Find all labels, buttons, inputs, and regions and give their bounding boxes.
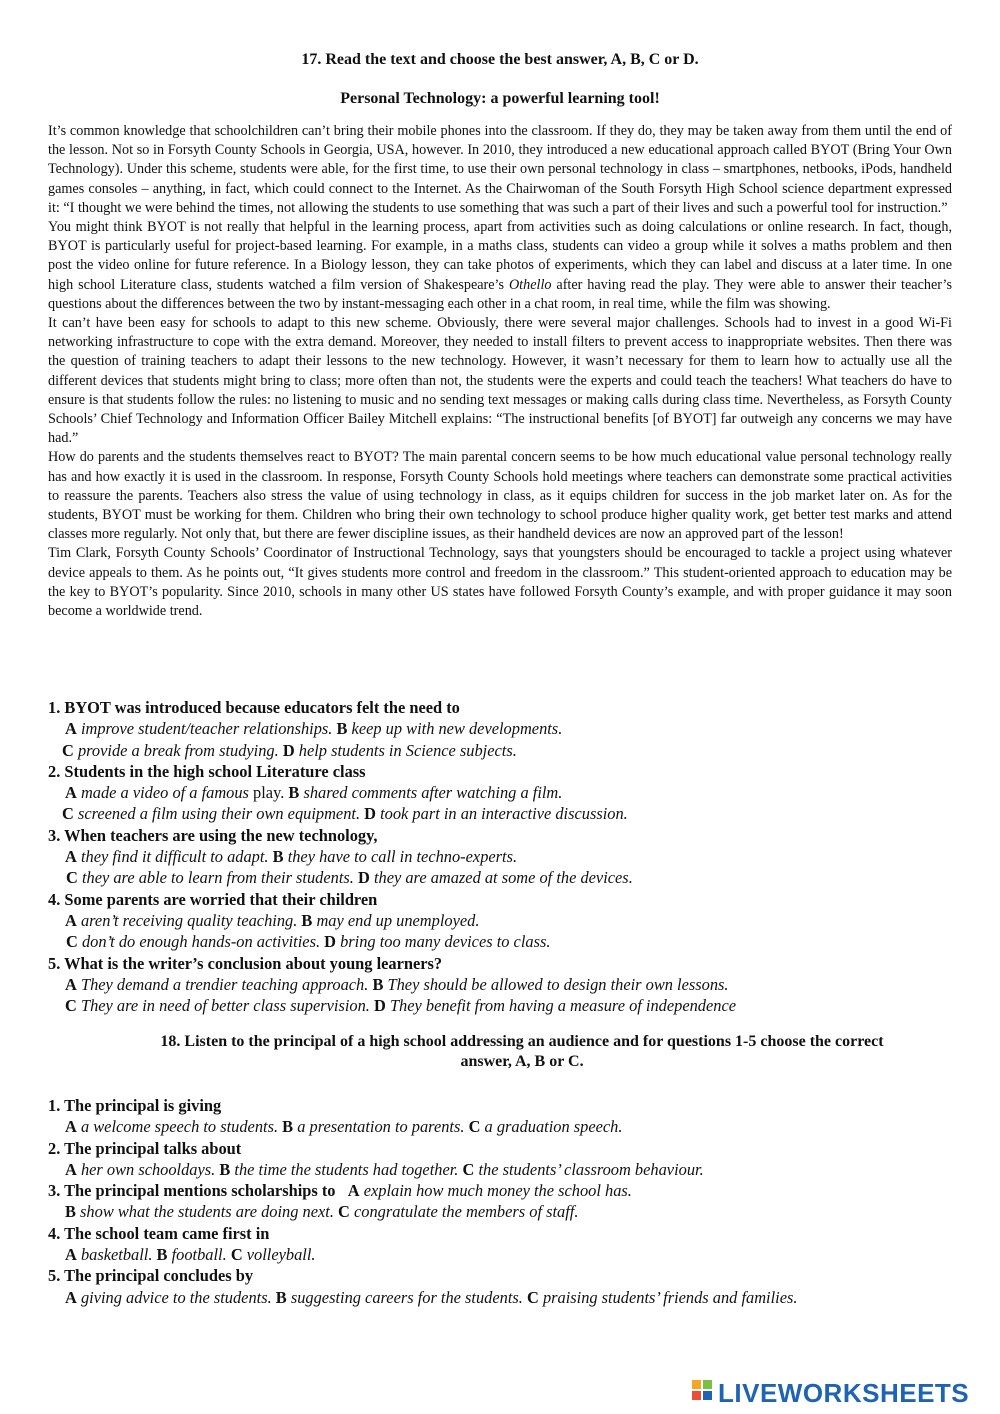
passage-paragraph: It can’t have been easy for schools to adapt to this new scheme. Obviously, there were several major challenges. Schools had to invest in a good Wi-Fi networking infrastructure to cope with the extra demand. Moreover, they needed to install filters to prevent access to inappropriate websites. Then there was the question of training teachers to adapt their lessons to the new technology. However, it wasn’t necessary for them to learn how to actually use all the different devices that students might bring to class; more often than not, the students were the experts and could teach the teachers! What teachers do have to ensure is that students follow the rules: no listening to music and no sending text messages or making calls during class time. Nevertheless, as Forsyth County Schools’ Chief Technology and Information Officer Bailey Mitchell explains: “The instructional benefits [of BYOT] far outweigh any concerns we may have had.”: [48, 315, 952, 447]
question-3: 3. When teachers are using the new technology,: [48, 825, 378, 845]
question-2: 2. Students in the high school Literature class: [48, 761, 366, 781]
options-row[interactable]: B show what the students are doing next. C congratulate the members of staff.: [65, 1202, 579, 1222]
options-row[interactable]: A a welcome speech to students. B a presentation to parents. C a graduation speech.: [65, 1117, 623, 1137]
options-row[interactable]: C screened a film using their own equipment. D took part in an interactive discussion.: [62, 804, 628, 824]
options-row[interactable]: C They are in need of better class supervision. D They benefit from having a measure of independence: [65, 996, 737, 1016]
options-row[interactable]: A her own schooldays. B the time the students had together. C the students’ classroom behaviour.: [65, 1159, 704, 1179]
question-5: 5. The principal concludes by: [48, 1266, 254, 1286]
question-3-row[interactable]: 3. The principal mentions scholarships to A explain how much money the school has.: [48, 1181, 632, 1201]
passage-title: Personal Technology: a powerful learning tool!: [340, 90, 660, 107]
passage-paragraph: How do parents and the students themselves react to BYOT? The main parental concern seems to be how much educational value personal technology really has and how exactly it is used in the classroom. In response, Forsyth County Schools hold meetings where teachers can demonstrate some practical activities to reassure the parents. Teachers also stress the value of using technology in class, as it equips children for success in the job market later on. As for the students, BYOT must be working for them. Children who bring their own technology to school produce higher quality work, get better test marks and attend classes more regularly. Not only that, but there are fewer discipline issues, as their handheld devices are now an approved part of the lesson!: [48, 449, 952, 543]
passage-paragraph: It’s common knowledge that schoolchildren can’t bring their mobile phones into the classroom. If they do, they may be taken away from them until the end of the lesson. Not so in Forsyth County Schools in Georgia, USA, however. In 2010, they introduced a new educational approach called BYOT (Bring Your Own Technology). Under this scheme, students were able, for the first time, to use their own personal technology in class – smartphones, netbooks, iPods, handheld games consoles – anything, in fact, which could connect to the Internet. As the Chairwoman of the South Forsyth High School science department expressed it: “I thought we were behind the times, not allowing the students to use something that was such a part of their lives and such a powerful tool for instruction.”: [48, 123, 952, 216]
options-row[interactable]: A giving advice to the students. B suggesting careers for the students. C praising students’ friends and families.: [65, 1287, 798, 1307]
question-4: 4. Some parents are worried that their children: [48, 889, 378, 909]
options-row[interactable]: A improve student/teacher relationships. B keep up with new developments.: [65, 719, 563, 739]
options-row[interactable]: C they are able to learn from their students. D they are amazed at some of the devices.: [66, 868, 633, 888]
liveworksheets-logo: [692, 1376, 969, 1410]
section-18-questions: [48, 1095, 952, 1308]
options-row[interactable]: A made a video of a famous play. B shared comments after watching a film.: [65, 783, 563, 803]
question-2: 2. The principal talks about: [48, 1138, 242, 1158]
passage-paragraph: You might think BYOT is not really that helpful in the learning process, apart from activities such as doing calculations or online research. In fact, though, BYOT is particularly useful for project-based learning. For example, in a maths class, students can video a group while it solves a maths problem and then post the video online for future reference. In a Biology lesson, they can take photos of experiments, which they can label and discuss at a later time. In one high school Literature class, students watched a film version of Shakespeare’s Othello after having read the play. They were able to answer their teacher’s questions about the differences between the two by instant-messaging each other in a chat room, in real time, while the film was showing.: [48, 219, 952, 312]
logo-text: LIVEWORKSHEETS: [718, 1377, 970, 1408]
options-row[interactable]: A basketball. B football. C volleyball.: [65, 1245, 316, 1265]
passage-paragraph: Tim Clark, Forsyth County Schools’ Coordinator of Instructional Technology, says that youngsters should be encouraged to tackle a project using whatever device appeals to them. As he points out, “It gives students more control and freedom in the classroom.” This student-oriented approach to education may be the key to BYOT’s popularity. Since 2010, schools in many other US states have followed Forsyth County’s example, and with proper guidance it may soon become a worldwide trend.: [48, 545, 952, 620]
section-18-title: 18. Listen to the principal of a high school addressing an audience and for questions 1-5 choose the correct answer, A, B or C.: [160, 1033, 884, 1070]
question-1: 1. The principal is giving: [48, 1096, 222, 1115]
reading-passage: [48, 122, 952, 621]
question-4: 4. The school team came first in: [48, 1223, 270, 1243]
options-row[interactable]: A They demand a trendier teaching approach. B They should be allowed to design their own lessons.: [65, 974, 729, 994]
question-5: 5. What is the writer’s conclusion about young learners?: [48, 953, 443, 973]
options-row[interactable]: A they find it difficult to adapt. B they have to call in techno-experts.: [65, 847, 518, 867]
options-row[interactable]: C don’t do enough hands-on activities. D bring too many devices to class.: [66, 932, 551, 952]
question-1: 1. BYOT was introduced because educators felt the need to: [48, 698, 460, 717]
options-row[interactable]: A aren’t receiving quality teaching. B may end up unemployed.: [65, 910, 480, 930]
section-17-title: 17. Read the text and choose the best answer, A, B, C or D.: [301, 51, 699, 68]
options-row[interactable]: C provide a break from studying. D help students in Science subjects.: [62, 740, 517, 760]
liveworksheets-logo-icon: [692, 1380, 714, 1406]
section-17-questions: [48, 697, 952, 1016]
question-3: 3. The principal mentions scholarships to: [48, 1181, 336, 1201]
